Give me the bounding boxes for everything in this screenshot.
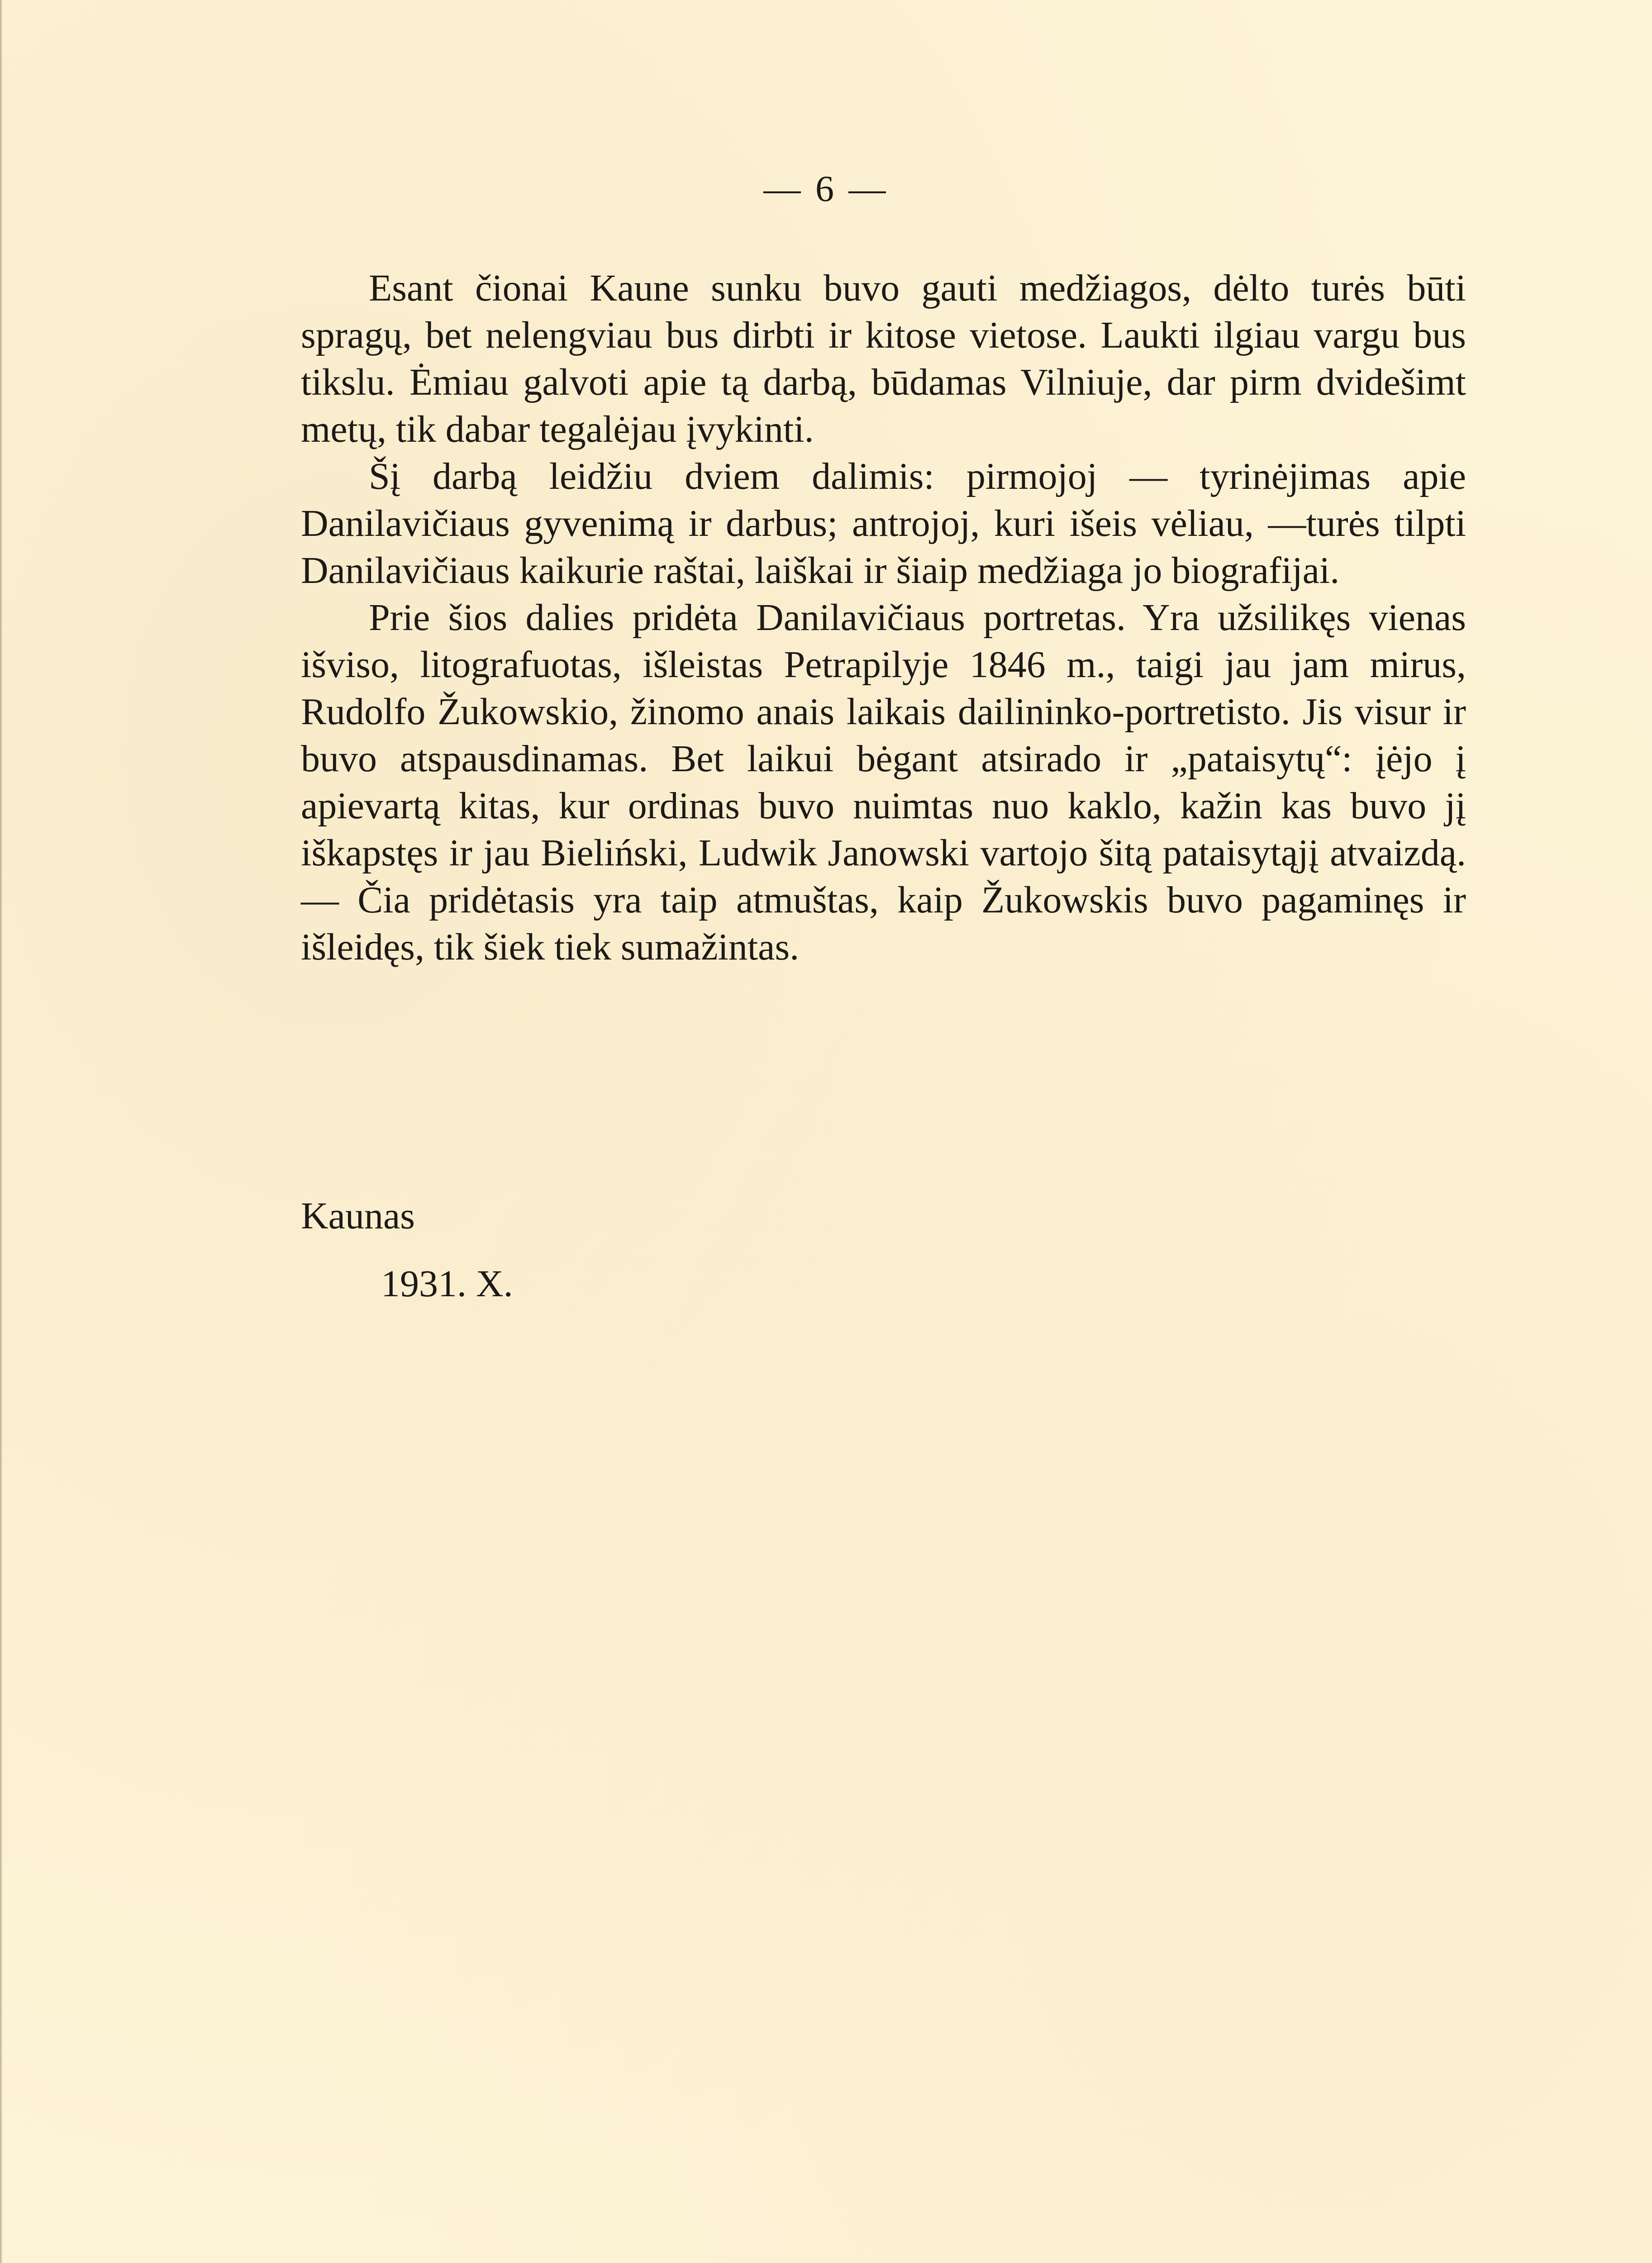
paragraph-1: Esant čionai Kaune sunku buvo gauti medžiagos, dėlto turės būti spragų, bet nelengviau bus dirbti ir kitose vietose. Laukti ilgiau vargu bus tikslu. Ėmiau galvoti apie tą darbą, būdamas Vilniuje, dar pirm dvidešimt metų, tik dabar tegalėjau įvykinti. <box>301 267 1466 450</box>
body-text <box>301 265 1466 971</box>
paragraph-2: Šį darbą leidžiu dviem dalimis: pirmojoj — tyrinėjimas apie Danilavičiaus gyvenimą ir darbus; antrojoj, kuri išeis vėliau, —turės tilpti Danilavičiaus kaikurie raštai, laiškai ir šiaip medžiaga jo biografijai. <box>301 455 1466 592</box>
paragraph-3: Prie šios dalies pridėta Danilavičiaus portretas. Yra užsilikęs vienas išviso, litografuotas, išleistas Petrapilyje 1846 m., taigi jau jam mirus, Rudolfo Žukowskio, žinomo anais laikais dailininko-portretisto. Jis visur ir buvo atspausdinamas. Bet laikui bėgant atsirado ir „pataisytų“: įėjo į apievartą kitas, kur ordinas buvo nuimtas nuo kaklo, kažin kas buvo jį iškapstęs ir jau Bieliński, Ludwik Janowski vartojo šitą pataisytąjį atvaizdą. — Čia pridėtasis yra taip atmuštas, kaip Žukowskis buvo pagaminęs ir išleidęs, tik šiek tiek sumažintas. <box>301 597 1466 968</box>
signature-place: Kaunas <box>301 1195 415 1237</box>
signature-date: 1931. X. <box>381 1263 513 1305</box>
page-number: — 6 — <box>763 168 889 209</box>
page-edge-shadow <box>0 0 3 2263</box>
